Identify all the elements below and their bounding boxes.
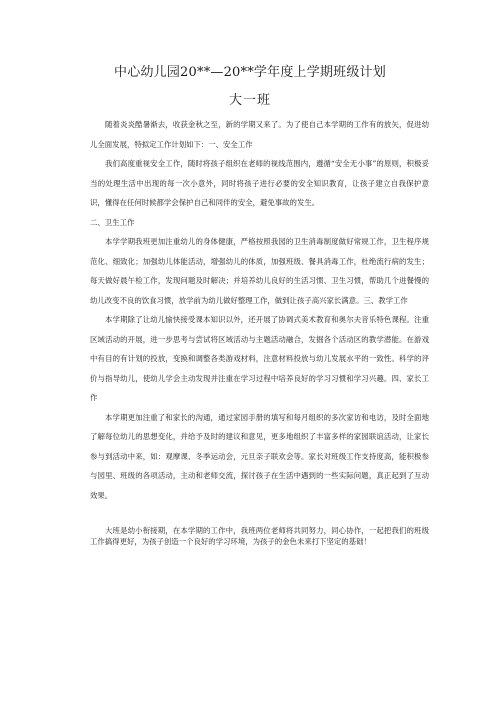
section-heading-hygiene: 二、卫生工作 [90,217,135,227]
paragraph-safety: 我们高度重视安全工作，随时将孩子组织在老师的视线范围内，遵循“安全无小事”的原则，积极妥当的处理生活中出现的每一次小意外，同时将孩子进行必要的安全知识教育，让孩子建立自我保护意识，懂得在任何时候都学会保护自己和同伴的安全，避免事故的发生。 [90,159,429,207]
paragraph-closing: 大班是幼小衔接期，在本学期的工作中，我班两位老师将共同努力，同心协作，一起把我们的班级工作搞得更好，为孩子创造一个良好的学习环境，为孩子的金色未来打下坚定的基础！ [90,526,429,546]
paragraph-hygiene: 本学学期我班更加注重幼儿的身体健康，严格按照我园的卫生消毒制度做好常规工作，卫生程序规范化、细致化；加强幼儿体能活动，增强幼儿的体质，加强班级、餐具消毒工作，杜绝流行病的发生；每天做好晨午检工作，发现问题及时解决；并培养幼儿良好的生活习惯、卫生习惯，帮助几个进餐慢的幼儿改变不良的饮食习惯，放学前为幼儿做好整理工作，做到让孩子高兴家长满意。三、教学工作 [90,237,429,305]
paragraph-teaching: 本学期除了让幼儿愉快接受课本知识以外，还开展了协调式美术教育和奥尔夫音乐特色课程。注重区域活动的开展，进一步思考与尝试将区域活动与主题活动融合，发掘各个活动区的教学潜能。在游戏中有目的有计划的投放，变换和调整各类游戏材料，注意材料投放与幼儿发展水平的一致性。科学的评价与指导幼儿，使幼儿学会主动发现并注重在学习过程中培养良好的学习习惯和学习兴趣。四、家长工作 [90,315,429,402]
document-title: 中心幼儿园20**—20**学年度上学期班级计划 [114,65,386,80]
paragraph-intro: 随着炎炎酷暑渐去，收获金秋之至，新的学期又来了。为了使自己本学期的工作有的放矢，促进幼儿全面发展，特拟定工作计划如下：一、安全工作 [90,120,429,149]
document-body [90,115,429,505]
paragraph-parents: 本学期更加注重了和家长的沟通，通过家园手册的填写和每月组织的多次家访和电访，及时全面地了解每位幼儿的思想变化，并给予及时的建议和意见，更多地组织了丰富多样的家园联谊活动，让家长参与到活动中来，如：观摩课、冬季运动会，元旦亲子联欢会等。家长对班级工作支持度高，能积极参与园里、班级的各项活动，主动和老师交流，探讨孩子在生活中遇到的一些实际问题，真正起到了互动效果。 [90,412,429,500]
document-subtitle: 大一班 [228,93,271,108]
